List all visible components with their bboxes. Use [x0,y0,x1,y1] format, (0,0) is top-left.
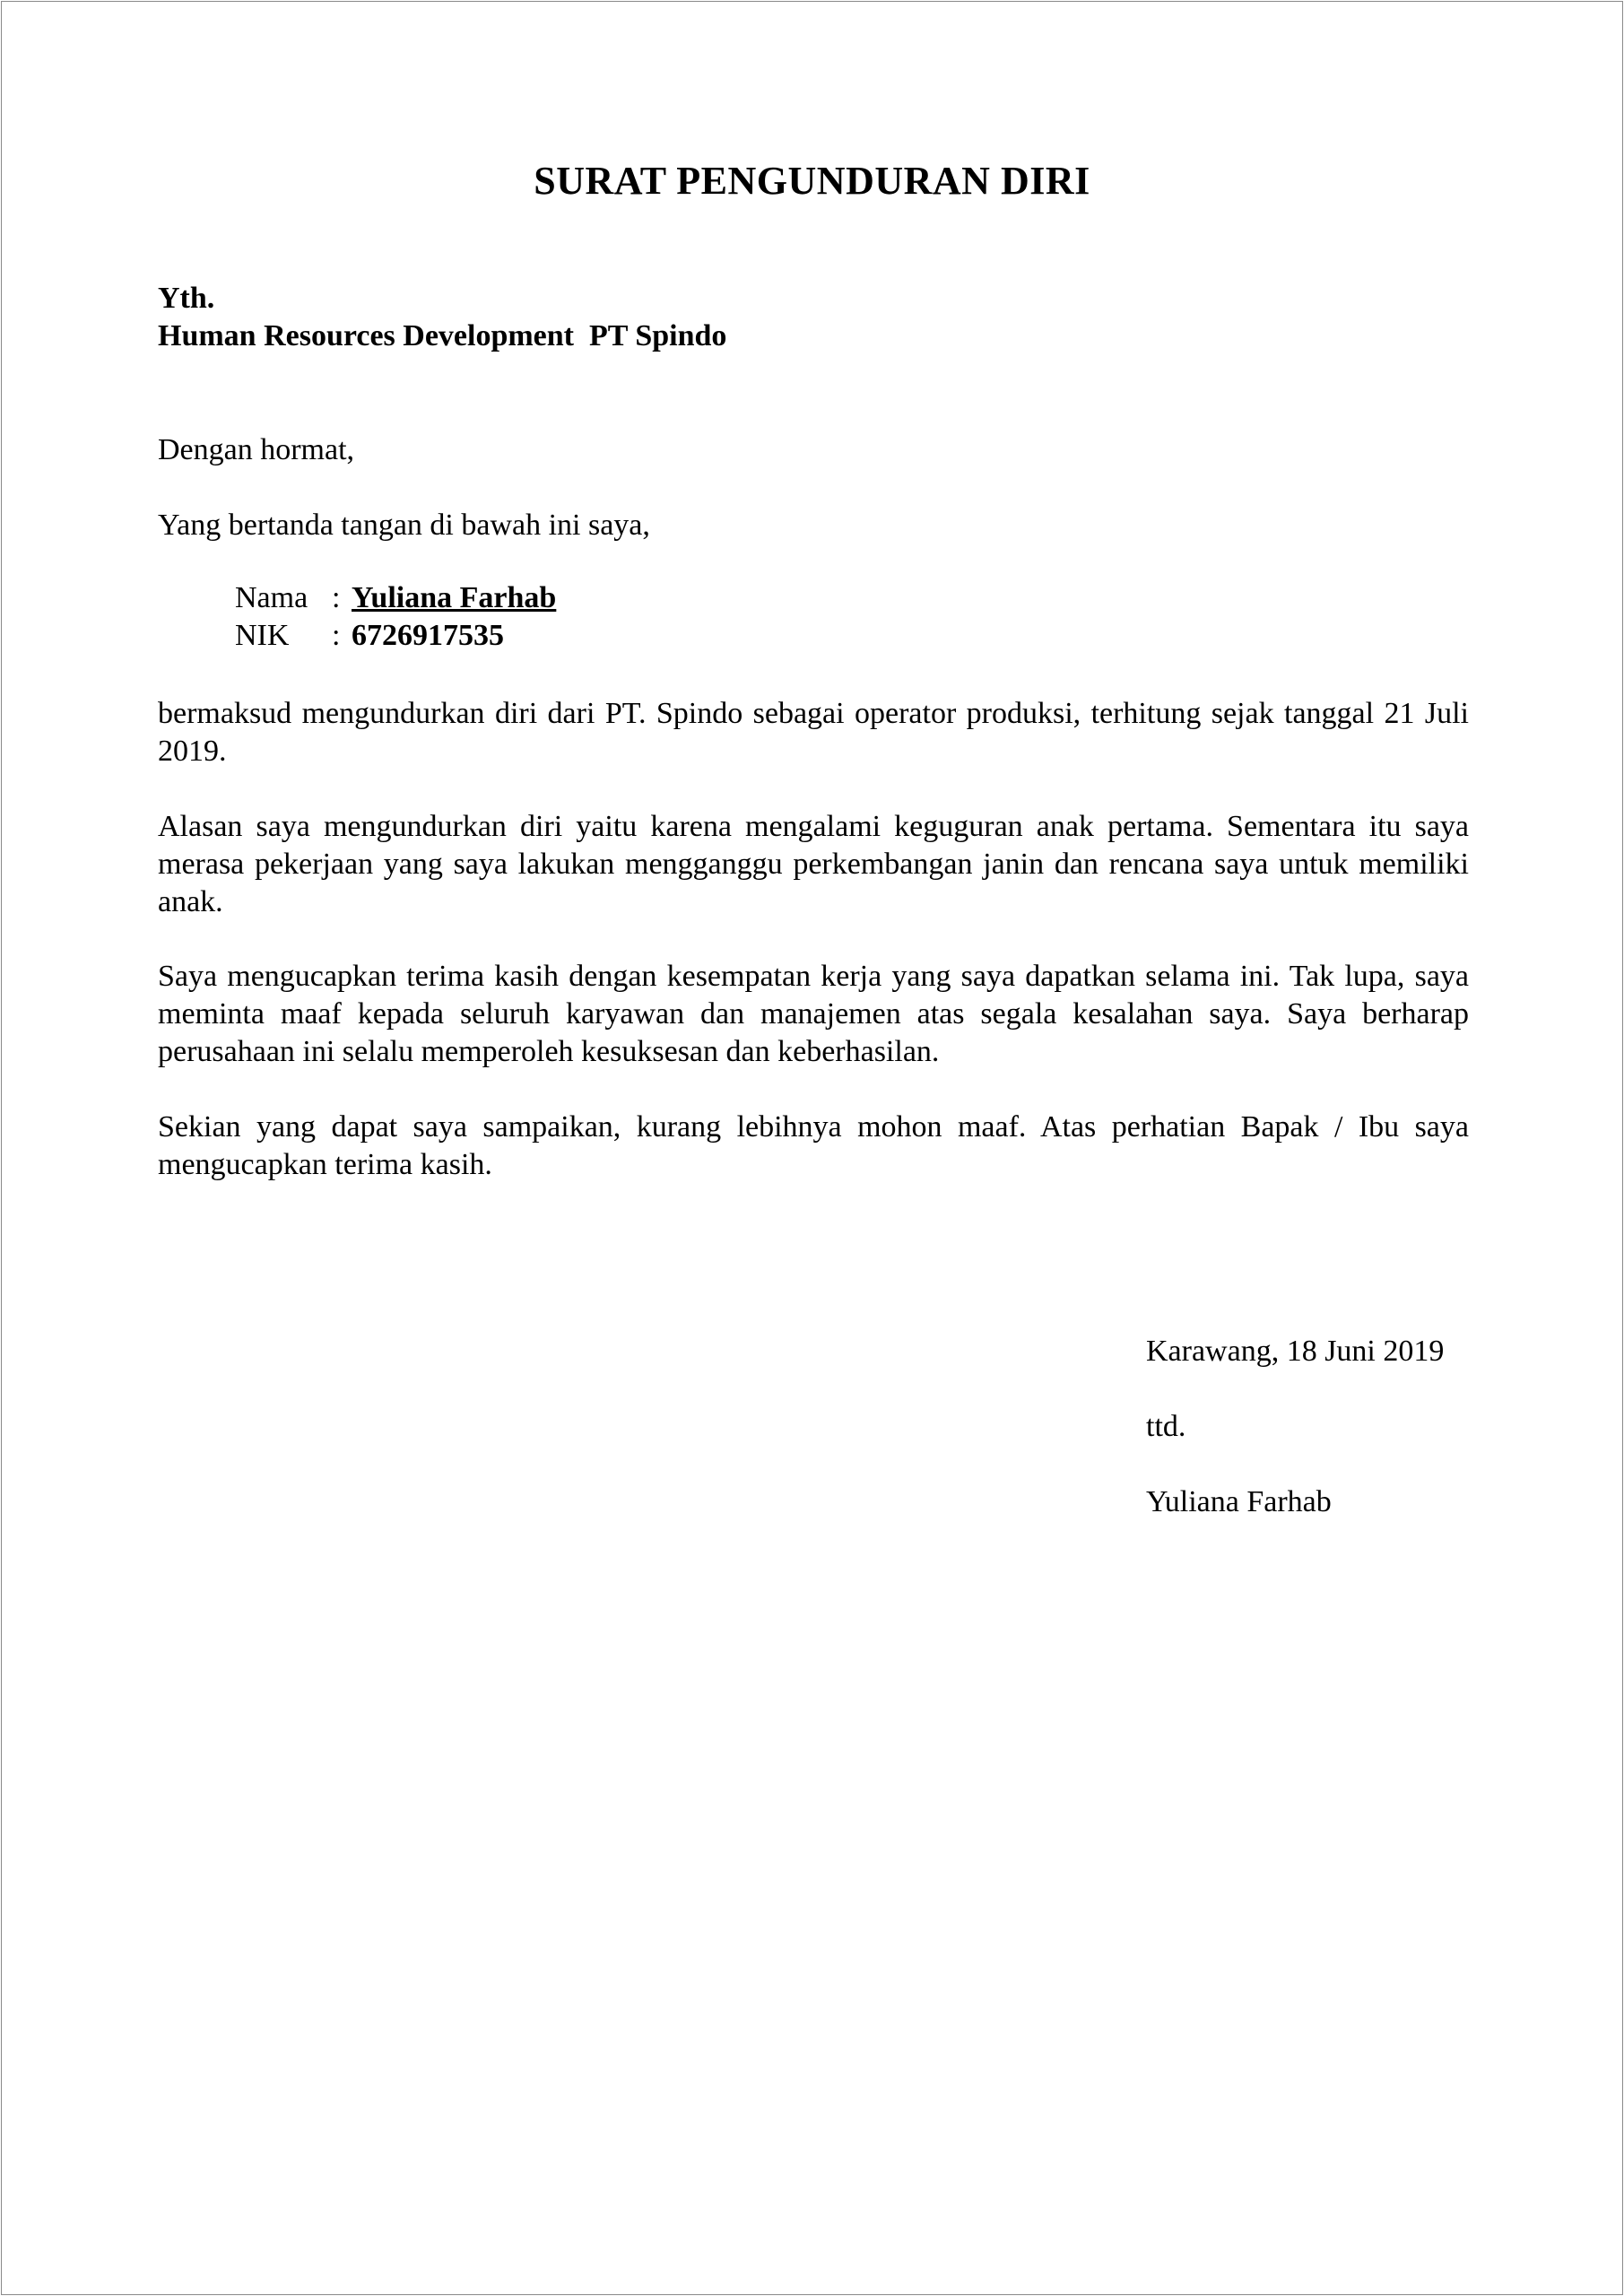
name-separator: : [332,581,341,614]
name-label: Nama [235,581,308,614]
letter-title: SURAT PENGUNDURAN DIRI [534,159,1090,203]
letter-page [1,1,1623,2295]
identity-nik-row [235,617,556,655]
nik-separator: : [332,619,341,652]
addressee-department: Human Resources Development PT Spindo [158,319,727,352]
body-paragraph-closing: Sekian yang dapat saya sampaikan, kurang lebihnya mohon maaf. Atas perhatian Bapak / Ibu saya mengucapkan terima kasih. [158,1110,1469,1181]
identity-block [235,579,556,655]
intro-line: Yang bertanda tangan di bawah ini saya, [158,509,650,542]
nik-label: NIK [235,619,290,652]
identity-name-row [235,579,556,617]
greeting: Dengan hormat, [158,433,355,466]
name-value: Yuliana Farhab [352,581,557,614]
signer-name: Yuliana Farhab [1146,1485,1332,1518]
nik-value: 6726917535 [352,619,504,652]
body-paragraph-resignation: bermaksud mengundurkan diri dari PT. Spindo sebagai operator produksi, terhitung sejak tanggal 21 Juli 2019. [158,697,1469,768]
body-paragraph-thanks: Saya mengucapkan terima kasih dengan kesempatan kerja yang saya dapatkan selama ini. Tak lupa, saya meminta maaf kepada seluruh karyawan dan manajemen atas segala kesalahan saya. Saya berharap perusahaan ini selalu memperoleh kesuksesan dan keberhasilan. [158,960,1469,1068]
addressee-salutation: Yth. [158,282,215,315]
place-date: Karawang, 18 Juni 2019 [1146,1335,1445,1368]
addressee-block [158,280,726,355]
signature-mark: ttd. [1146,1410,1186,1443]
body-paragraph-reason: Alasan saya mengundurkan diri yaitu karena mengalami keguguran anak pertama. Sementara itu saya merasa pekerjaan yang saya lakukan mengganggu perkembangan janin dan rencana saya untuk memiliki anak. [158,810,1469,918]
